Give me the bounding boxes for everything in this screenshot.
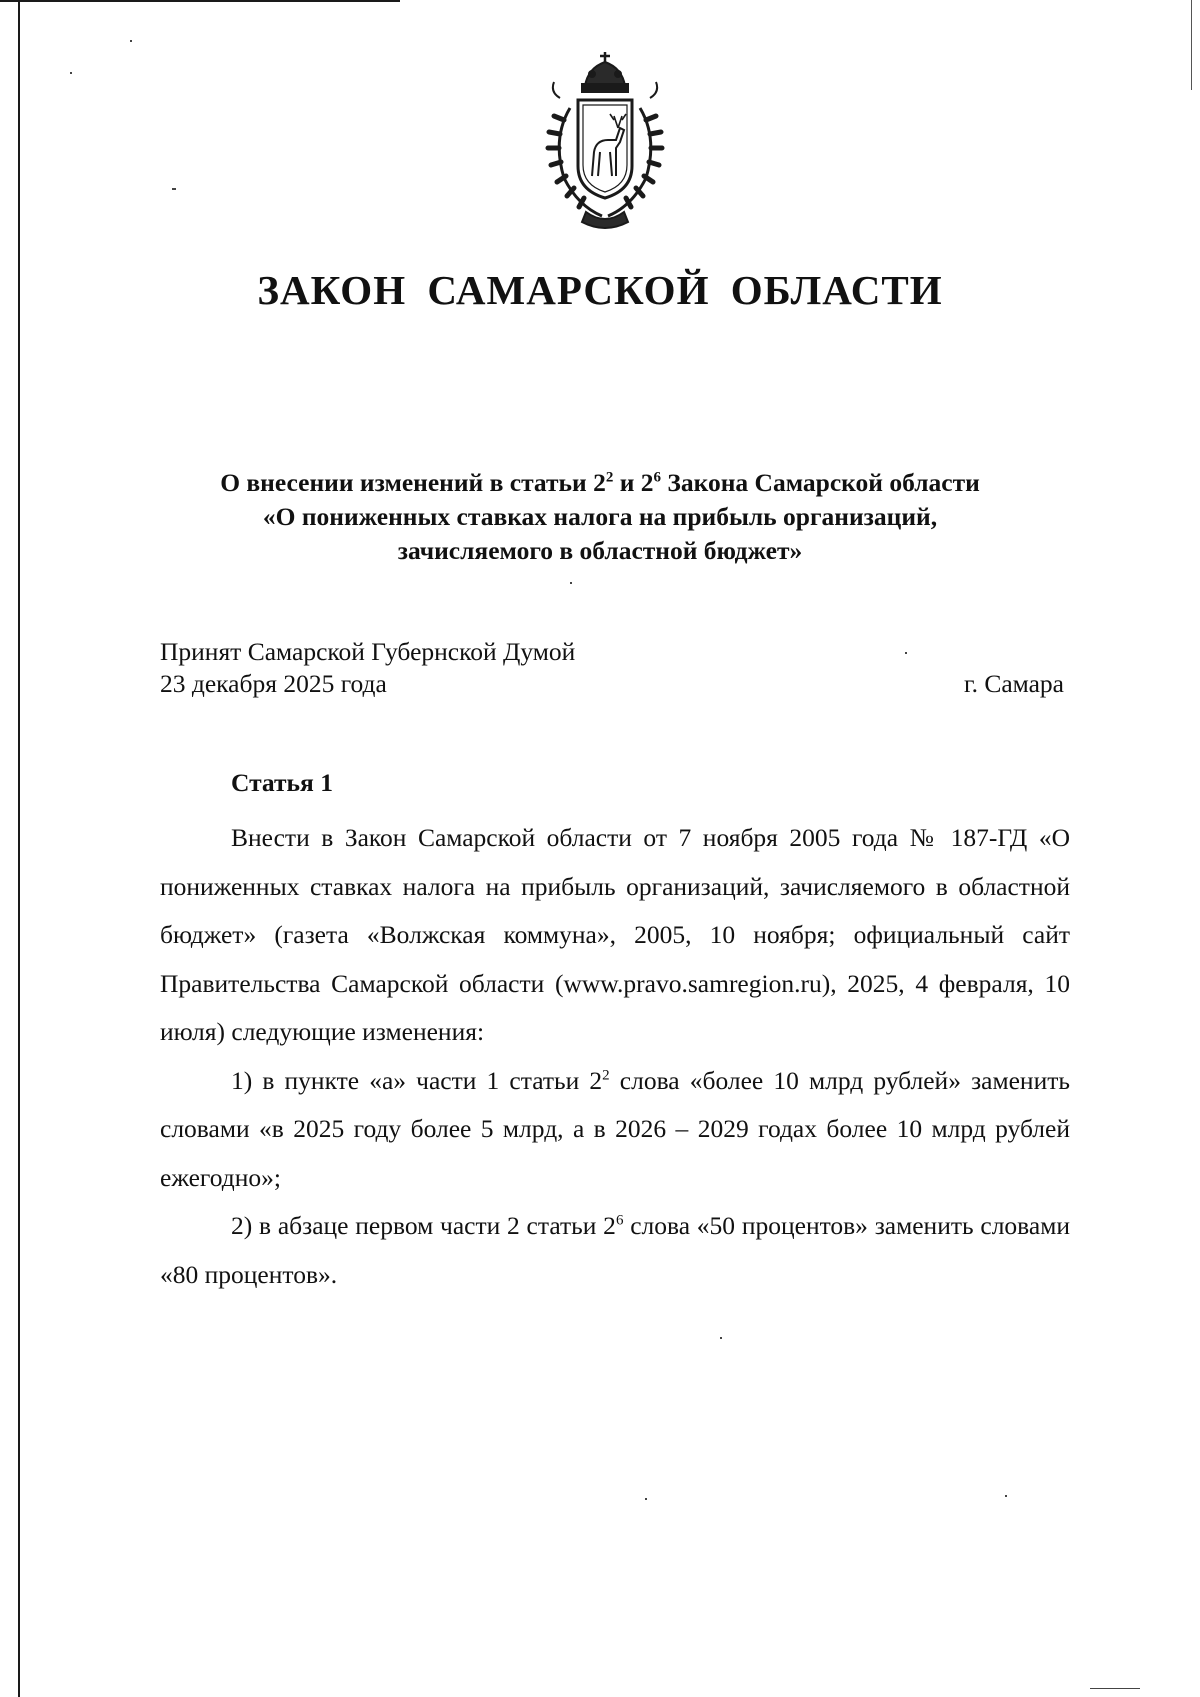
scan-speck	[645, 1498, 647, 1500]
article-body	[160, 814, 1070, 1299]
scan-speck	[720, 1337, 722, 1339]
scan-speck	[130, 40, 132, 42]
article-intro: Внести в Закон Самарской области от 7 ноября 2005 года № 187-ГД «О пониженных ставках налога на прибыль организаций, зачисляемого в областной бюджет» (газета «Волжская коммуна», 2005, 10 ноября; официальный сайт Правительства Самарской области (www.pravo.samregion.ru), 2025, 4 февраля, 10 июля) следующие изменения:	[160, 823, 1070, 1046]
subtitle-line-2: «О пониженных ставках налога на прибыль организаций,	[262, 502, 938, 531]
scan-speck	[172, 188, 176, 190]
subtitle-line-1: О внесении изменений в статьи $2^2$ и $2^6$ Закона Самарской области	[220, 468, 980, 497]
scan-speck	[1005, 1495, 1007, 1497]
article-item-1: 1) в пункте «а» части 1 статьи $2^2$ слова «более 10 млрд рублей» заменить словами «в 2025 году более 5 млрд, а в 2026 – 2029 годах более 10 млрд рублей ежегодно»;	[160, 1065, 1070, 1192]
scan-speck	[70, 72, 72, 74]
article-1	[160, 766, 1070, 1299]
samara-oblast-coat-of-arms-icon	[530, 48, 680, 230]
scan-speck	[905, 652, 907, 654]
adopted-by: Принят Самарской Губернской Думой	[160, 637, 576, 666]
scan-edge-top	[0, 0, 400, 2]
subtitle-line-3: зачисляемого в областной бюджет»	[397, 536, 803, 565]
adoption-city: г. Самара	[963, 669, 1064, 698]
scan-speck	[570, 582, 572, 584]
adoption-date: 23 декабря 2025 года	[160, 669, 387, 698]
law-subtitle	[150, 466, 1050, 568]
scan-speck	[1090, 1688, 1140, 1689]
article-item-2: 2) в абзаце первом части 2 статьи $2^6$ слова «50 процентов» заменить словами «80 процентов».	[160, 1211, 1070, 1289]
law-title: ЗАКОН САМАРСКОЙ ОБЛАСТИ	[257, 267, 943, 313]
scan-edge-right	[1191, 0, 1192, 90]
scan-edge-left	[18, 0, 20, 1697]
adoption-info	[160, 636, 575, 700]
article-heading: Статья 1	[231, 768, 333, 797]
